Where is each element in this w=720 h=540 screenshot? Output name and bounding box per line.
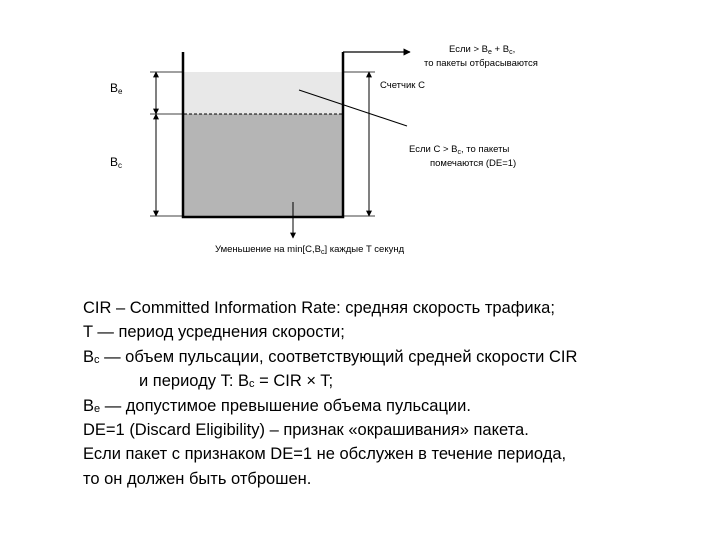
legend-line-cir: CIR – Committed Information Rate: средняя скорость трафика; [83, 299, 555, 317]
be-region [184, 72, 342, 114]
legend-line-drop-2: то он должен быть отброшен. [83, 469, 312, 488]
legend-line-de: DE=1 (Discard Eligibility) – признак «окрашивания» пакета. [83, 420, 529, 439]
be-label: Be [110, 81, 123, 96]
legend-line-bc: Bc — объем пульсации, соответствующий средней скорости CIR [83, 347, 578, 366]
legend-line-bc-formula: и периоду T: Bc = CIR × T; [139, 372, 334, 391]
decrease-note: Уменьшение на $\min[C,B_c]$ каждые T секунд [215, 244, 405, 256]
discard-note-line1: Если > $B_e + B_c$, [449, 44, 516, 56]
bc-region [184, 114, 342, 216]
mark-note-line2: помечаются (DE=1) [430, 158, 517, 169]
legend-text [83, 296, 713, 491]
legend-line-be: Be — допустимое превышение объема пульсации. [83, 396, 471, 415]
mark-note-line1: Если $C > B_c$, то пакеты [409, 144, 510, 156]
bc-label: Bc [110, 155, 123, 170]
counter-label: Счетчик C [380, 80, 425, 91]
discard-note-line2: то пакеты отбрасываются [424, 58, 538, 69]
legend-line-drop-1: Если пакет с признаком DE=1 не обслужен в течение периода, [83, 445, 567, 464]
legend-line-t: T — период усреднения скорости; [83, 323, 345, 342]
